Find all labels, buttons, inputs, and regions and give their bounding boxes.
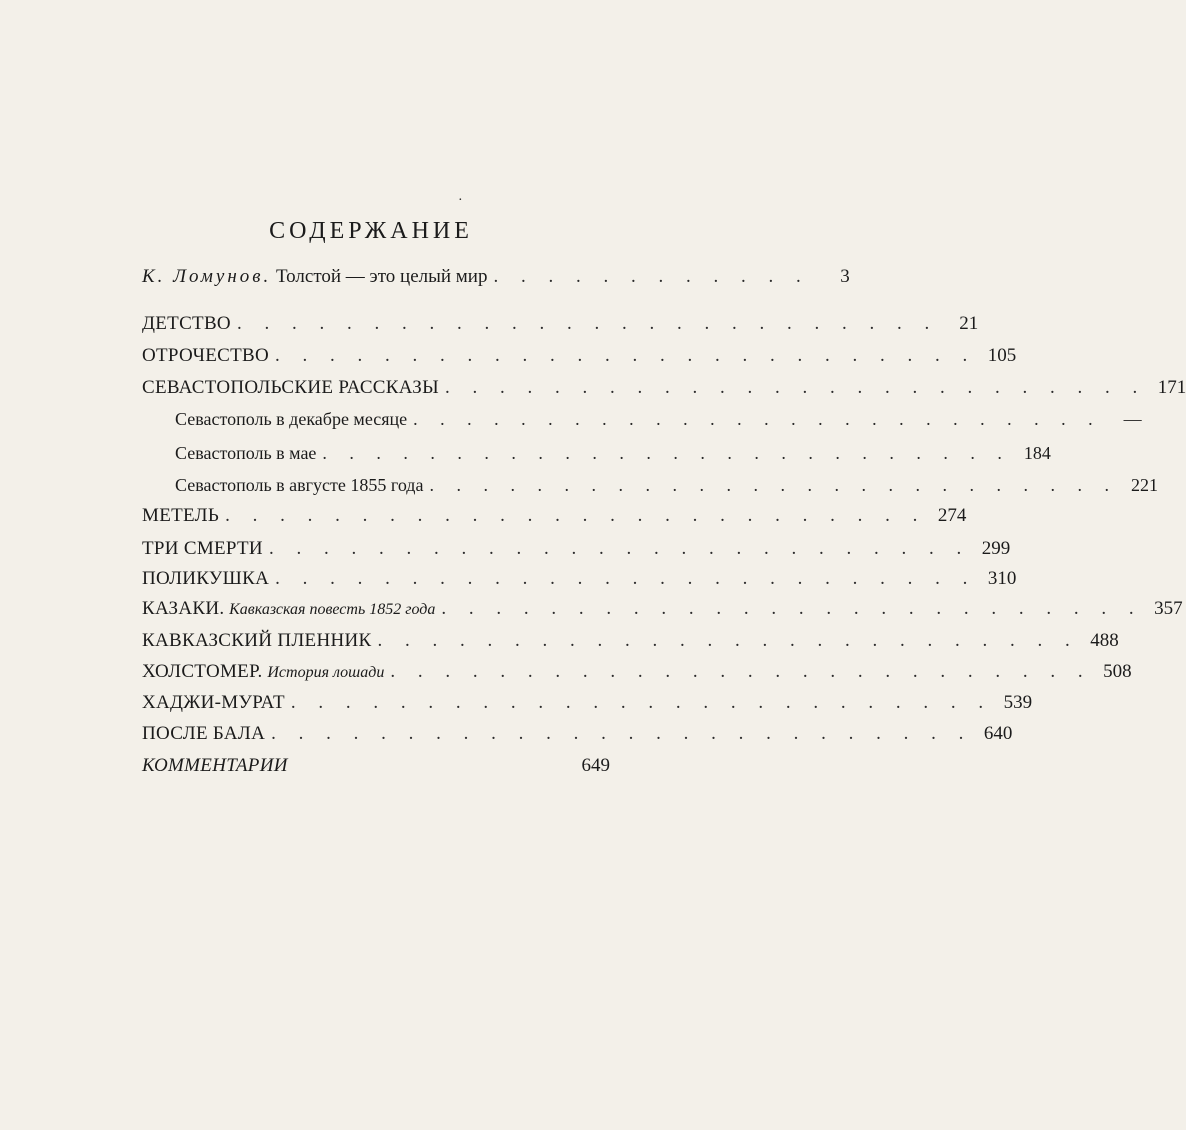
toc-leader: . . . . . . . . . . . . [493,266,810,287]
toc-page-number: 184 [1023,443,1051,463]
toc-row[interactable] [142,505,967,527]
toc-page-number: 274 [937,505,967,526]
toc-row[interactable] [142,598,1183,620]
toc-row[interactable] [142,661,1132,683]
toc-label: МЕТЕЛЬ [142,505,220,526]
toc-label [142,598,435,620]
toc-author: К. Ломунов. [142,266,272,287]
toc-leader: . . . . . . . . . . . . . . . . . . . . . . . . . . [390,661,1092,682]
toc-label: СЕВАСТОПОЛЬСКИЕ РАССКАЗЫ [142,377,439,398]
toc-page-number: 357 [1154,598,1183,619]
toc-label: ПОЛИКУШКА [142,568,270,589]
toc-row[interactable] [142,538,1011,560]
toc-row-intro[interactable] [142,266,850,288]
toc-leader: . . . . . . . . . . . . . . . . . . . . . . . . . . [413,409,1102,429]
toc-label [142,661,384,683]
toc-page-number: 539 [1003,692,1033,713]
toc-leader: . . . . . . . . . . . . . . . . . . . . . . . . . . [271,723,973,744]
print-mark: · [458,193,463,208]
toc-page-number: 3 [840,266,850,287]
toc-subrow[interactable] [175,443,1051,464]
toc-leader: . . . . . . . . . . . . . . . . . . . . . . . . . . [445,377,1147,398]
toc-label-title: КАЗАКИ. [142,598,225,619]
toc-label: КОММЕНТАРИИ [142,755,288,776]
toc-leader: . . . . . . . . . . . . . . . . . . . . . . . . . . [275,345,977,366]
toc-leader: . . . . . . . . . . . . . . . . . . . . . . . . . . [275,568,977,589]
toc-page-number: 649 [581,755,610,776]
toc-page-number: 299 [981,538,1011,559]
toc-intro-title: Толстой — это целый мир [276,266,488,287]
toc-leader: . . . . . . . . . . . . . . . . . . . . . . . . . . [429,475,1118,495]
toc-label [142,266,487,288]
toc-page-number: 105 [987,345,1017,366]
toc-leader: . . . . . . . . . . . . . . . . . . . . . . . . . . [377,630,1079,651]
toc-label: ХАДЖИ-МУРАТ [142,692,285,713]
toc-label-subtitle: Кавказская повесть 1852 года [229,601,436,618]
toc-row[interactable] [142,630,1119,652]
toc-label: Севастополь в августе 1855 года [175,475,424,495]
toc-row[interactable] [142,313,979,335]
toc-page-number: 640 [983,723,1013,744]
toc-page-number: 171 [1157,377,1186,398]
toc-page-number: 310 [987,568,1017,589]
toc-page-number: 21 [959,313,979,334]
toc-row[interactable] [142,755,610,777]
toc-leader: . . . . . . . . . . . . . . . . . . . . . . . . . . [290,692,993,713]
toc-label: КАВКАЗСКИЙ ПЛЕННИК [142,630,372,651]
toc-label: ТРИ СМЕРТИ [142,538,263,559]
toc-subrow[interactable] [175,409,1142,430]
toc-label: Севастополь в мае [175,443,317,463]
toc-subrow[interactable] [175,475,1158,496]
toc-row[interactable] [142,692,1033,714]
toc-leader: . . . . . . . . . . . . . . . . . . . . . . . . . . [225,505,927,526]
toc-row[interactable] [142,345,1017,367]
toc-page-number: 508 [1103,661,1132,682]
toc-label: Севастополь в декабре месяце [175,409,408,429]
page-title: СОДЕРЖАНИЕ [269,218,473,244]
toc-page-number: 221 [1130,475,1158,495]
toc-row[interactable] [142,377,1186,399]
toc-label: ДЕТСТВО [142,313,231,334]
toc-label: ПОСЛЕ БАЛА [142,723,266,744]
toc-leader: . . . . . . . . . . . . . . . . . . . . . . . . . . [322,443,1011,463]
toc-row[interactable] [142,568,1017,590]
toc-page-number: — [1123,409,1142,429]
toc-page-number: 488 [1090,630,1119,651]
toc-leader: . . . . . . . . . . . . . . . . . . . . . . . . . . [236,313,939,334]
toc-label-subtitle: История лошади [267,664,385,681]
toc-label: ОТРОЧЕСТВО [142,345,270,366]
toc-leader: . . . . . . . . . . . . . . . . . . . . . . . . . . [268,538,971,559]
toc-leader: . . . . . . . . . . . . . . . . . . . . . . . . . . [441,598,1143,619]
toc-label-title: ХОЛСТОМЕР. [142,661,263,682]
toc-row[interactable] [142,723,1013,745]
